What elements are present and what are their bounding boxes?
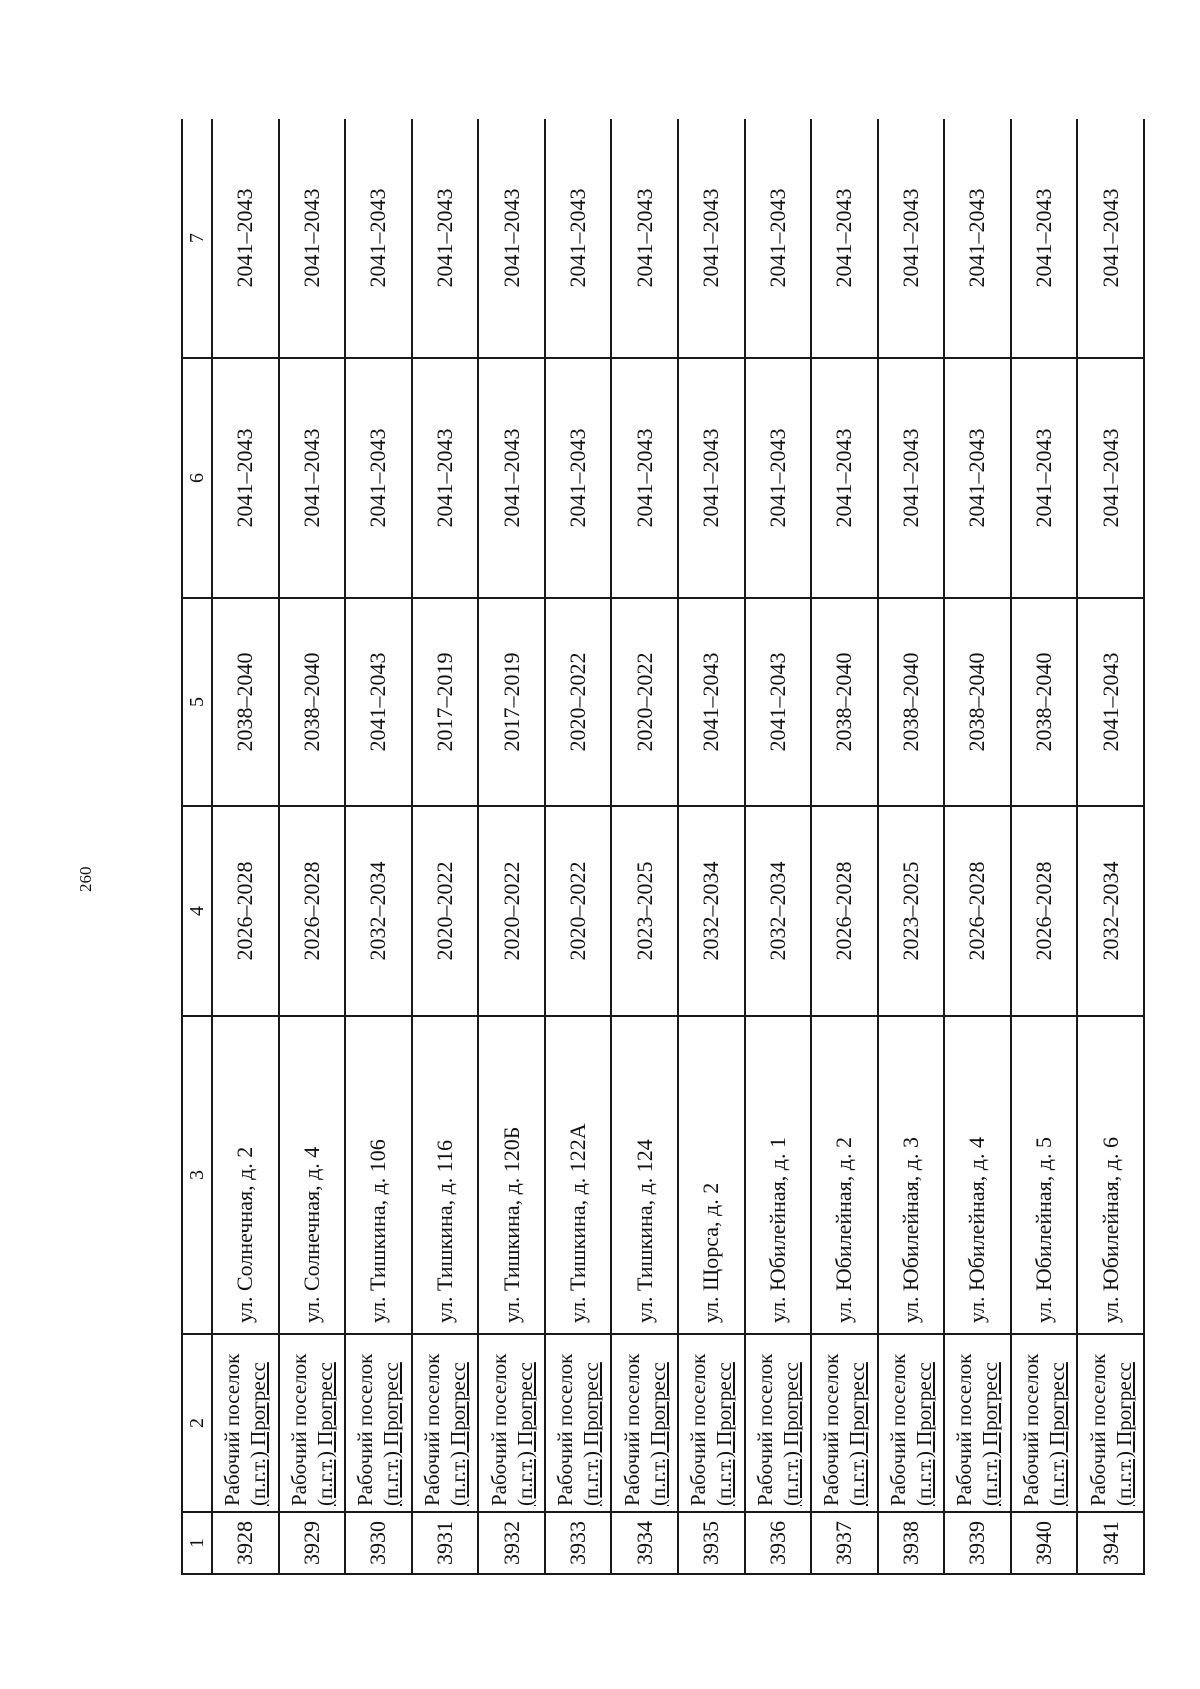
period-col-6-cell: 2041–2043 [1077,358,1144,598]
period-col-6-cell: 2041–2043 [478,358,545,598]
table-row [279,119,346,1574]
settlement-line-1: Рабочий поселок [752,1353,777,1506]
table-body [212,119,1144,1574]
period-col-7-cell: 2041–2043 [1077,119,1144,358]
settlement-line-2: (п.г.т.) Прогресс [579,1362,604,1506]
period-col-7-cell: 2041–2043 [745,119,812,358]
period-col-6-cell: 2041–2043 [412,358,479,598]
row-number-cell: 3938 [878,1512,945,1574]
settlement-cell [212,1334,279,1512]
address-cell: ул. Солнечная, д. 4 [279,1016,346,1334]
settlement-line-1: Рабочий поселок [1019,1353,1044,1506]
row-number-cell: 3931 [412,1512,479,1574]
period-col-5-cell: 2038–2040 [279,598,346,806]
settlement-line-1: Рабочий поселок [619,1353,644,1506]
table-row [745,119,812,1574]
period-col-4-cell: 2026–2028 [1011,806,1078,1016]
period-col-7-cell: 2041–2043 [478,119,545,358]
header-col-1: 1 [182,1512,212,1574]
address-cell: ул. Тишкина, д. 120Б [478,1016,545,1334]
period-col-5-cell: 2020–2022 [545,598,612,806]
settlement-line-2: (п.г.т.) Прогресс [445,1362,470,1506]
row-number-cell: 3928 [212,1512,279,1574]
address-cell: ул. Тишкина, д. 116 [412,1016,479,1334]
period-col-5-cell: 2041–2043 [745,598,812,806]
row-number-cell: 3939 [944,1512,1011,1574]
table-row [412,119,479,1574]
settlement-line-1: Рабочий поселок [819,1353,844,1506]
period-col-4-cell: 2032–2034 [678,806,745,1016]
period-col-7-cell: 2041–2043 [545,119,612,358]
header-col-4: 4 [182,806,212,1016]
address-cell: ул. Тишкина, д. 122А [545,1016,612,1334]
period-col-6-cell: 2041–2043 [345,358,412,598]
table-row [1077,119,1144,1574]
settlement-cell [944,1334,1011,1512]
period-col-7-cell: 2041–2043 [811,119,878,358]
period-col-6-cell: 2041–2043 [1011,358,1078,598]
period-col-5-cell: 2041–2043 [345,598,412,806]
table-header [182,119,212,1574]
period-col-5-cell: 2038–2040 [1011,598,1078,806]
period-col-5-cell: 2041–2043 [1077,598,1144,806]
period-col-6-cell: 2041–2043 [811,358,878,598]
row-number-cell: 3932 [478,1512,545,1574]
register-table [181,119,1145,1575]
settlement-line-1: Рабочий поселок [686,1353,711,1506]
settlement-line-1: Рабочий поселок [952,1353,977,1506]
address-cell: ул. Юбилейная, д. 1 [745,1016,812,1334]
address-cell: ул. Щорса, д. 2 [678,1016,745,1334]
document-sheet [181,119,1145,1575]
period-col-4-cell: 2032–2034 [745,806,812,1016]
header-col-3: 3 [182,1016,212,1334]
address-cell: ул. Юбилейная, д. 4 [944,1016,1011,1334]
settlement-cell [611,1334,678,1512]
settlement-line-2: (п.г.т.) Прогресс [1111,1362,1136,1506]
period-col-5-cell: 2020–2022 [611,598,678,806]
header-col-6: 6 [182,358,212,598]
settlement-line-1: Рабочий поселок [286,1353,311,1506]
address-cell: ул. Юбилейная, д. 5 [1011,1016,1078,1334]
period-col-5-cell: 2017–2019 [478,598,545,806]
period-col-7-cell: 2041–2043 [212,119,279,358]
header-col-7: 7 [182,119,212,358]
row-number-cell: 3929 [279,1512,346,1574]
period-col-5-cell: 2038–2040 [212,598,279,806]
settlement-cell [811,1334,878,1512]
period-col-6-cell: 2041–2043 [545,358,612,598]
period-col-5-cell: 2038–2040 [944,598,1011,806]
row-number-cell: 3941 [1077,1512,1144,1574]
row-number-cell: 3935 [678,1512,745,1574]
settlement-cell [678,1334,745,1512]
period-col-4-cell: 2023–2025 [611,806,678,1016]
settlement-line-1: Рабочий поселок [885,1353,910,1506]
settlement-cell [412,1334,479,1512]
table-row [878,119,945,1574]
settlement-line-2: (п.г.т.) Прогресс [911,1362,936,1506]
row-number-cell: 3930 [345,1512,412,1574]
period-col-4-cell: 2026–2028 [944,806,1011,1016]
settlement-line-2: (п.г.т.) Прогресс [845,1362,870,1506]
period-col-7-cell: 2041–2043 [1011,119,1078,358]
period-col-4-cell: 2026–2028 [212,806,279,1016]
period-col-6-cell: 2041–2043 [279,358,346,598]
header-row [182,119,212,1574]
address-cell: ул. Солнечная, д. 2 [212,1016,279,1334]
page-number: 260 [76,866,95,892]
row-number-cell: 3936 [745,1512,812,1574]
table-row [478,119,545,1574]
period-col-7-cell: 2041–2043 [944,119,1011,358]
period-col-4-cell: 2020–2022 [545,806,612,1016]
settlement-line-1: Рабочий поселок [1085,1353,1110,1506]
period-col-4-cell: 2026–2028 [279,806,346,1016]
table-row [345,119,412,1574]
period-col-5-cell: 2038–2040 [878,598,945,806]
period-col-6-cell: 2041–2043 [878,358,945,598]
period-col-7-cell: 2041–2043 [412,119,479,358]
settlement-line-2: (п.г.т.) Прогресс [312,1362,337,1506]
period-col-5-cell: 2041–2043 [678,598,745,806]
settlement-cell [345,1334,412,1512]
settlement-cell [1011,1334,1078,1512]
settlement-cell [878,1334,945,1512]
address-cell: ул. Юбилейная, д. 6 [1077,1016,1144,1334]
settlement-line-1: Рабочий поселок [353,1353,378,1506]
settlement-line-2: (п.г.т.) Прогресс [1045,1362,1070,1506]
row-number-cell: 3937 [811,1512,878,1574]
settlement-cell [745,1334,812,1512]
period-col-5-cell: 2017–2019 [412,598,479,806]
table-row [1011,119,1078,1574]
period-col-4-cell: 2020–2022 [412,806,479,1016]
settlement-line-1: Рабочий поселок [486,1353,511,1506]
period-col-4-cell: 2032–2034 [1077,806,1144,1016]
settlement-line-1: Рабочий поселок [220,1353,245,1506]
settlement-line-2: (п.г.т.) Прогресс [379,1362,404,1506]
settlement-line-2: (п.г.т.) Прогресс [712,1362,737,1506]
table-row [545,119,612,1574]
settlement-cell [279,1334,346,1512]
settlement-line-1: Рабочий поселок [553,1353,578,1506]
settlement-line-2: (п.г.т.) Прогресс [978,1362,1003,1506]
period-col-5-cell: 2038–2040 [811,598,878,806]
settlement-line-2: (п.г.т.) Прогресс [778,1362,803,1506]
table-row [611,119,678,1574]
rotated-table-container [181,119,1145,1575]
period-col-4-cell: 2026–2028 [811,806,878,1016]
period-col-7-cell: 2041–2043 [678,119,745,358]
address-cell: ул. Юбилейная, д. 2 [811,1016,878,1334]
period-col-6-cell: 2041–2043 [944,358,1011,598]
period-col-7-cell: 2041–2043 [279,119,346,358]
row-number-cell: 3940 [1011,1512,1078,1574]
settlement-cell [478,1334,545,1512]
settlement-line-2: (п.г.т.) Прогресс [512,1362,537,1506]
settlement-line-2: (п.г.т.) Прогресс [246,1362,271,1506]
settlement-cell [545,1334,612,1512]
settlement-line-2: (п.г.т.) Прогресс [645,1362,670,1506]
period-col-6-cell: 2041–2043 [745,358,812,598]
period-col-7-cell: 2041–2043 [611,119,678,358]
address-cell: ул. Тишкина, д. 124 [611,1016,678,1334]
address-cell: ул. Тишкина, д. 106 [345,1016,412,1334]
settlement-cell [1077,1334,1144,1512]
table-row [811,119,878,1574]
period-col-6-cell: 2041–2043 [212,358,279,598]
period-col-7-cell: 2041–2043 [345,119,412,358]
table-row [944,119,1011,1574]
row-number-cell: 3934 [611,1512,678,1574]
period-col-4-cell: 2020–2022 [478,806,545,1016]
settlement-line-1: Рабочий поселок [419,1353,444,1506]
header-col-5: 5 [182,598,212,806]
address-cell: ул. Юбилейная, д. 3 [878,1016,945,1334]
period-col-6-cell: 2041–2043 [678,358,745,598]
header-col-2: 2 [182,1334,212,1512]
period-col-6-cell: 2041–2043 [611,358,678,598]
period-col-4-cell: 2023–2025 [878,806,945,1016]
table-row [212,119,279,1574]
row-number-cell: 3933 [545,1512,612,1574]
period-col-4-cell: 2032–2034 [345,806,412,1016]
period-col-7-cell: 2041–2043 [878,119,945,358]
table-row [678,119,745,1574]
